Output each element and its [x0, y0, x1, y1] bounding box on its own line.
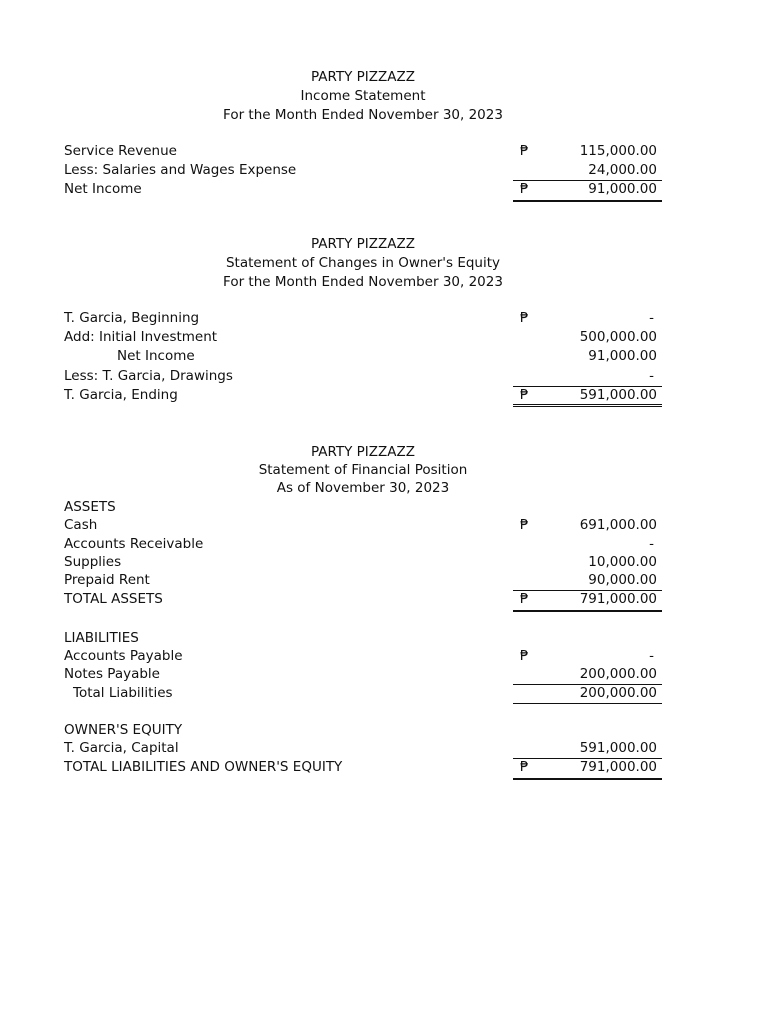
beginning-capital-amount: - — [649, 310, 654, 326]
service-revenue-row — [0, 142, 768, 161]
currency-symbol: ₱ — [520, 648, 529, 664]
equity-net-income-label: Net Income — [117, 348, 195, 364]
notes-payable-amount: 200,000.00 — [579, 666, 657, 682]
cash-label: Cash — [64, 517, 98, 533]
initial-investment-amount: 500,000.00 — [579, 329, 657, 345]
accounts-payable-label: Accounts Payable — [64, 648, 183, 664]
drawings-label: Less: T. Garcia, Drawings — [64, 368, 233, 384]
income-statement-title: Income Statement — [300, 88, 426, 104]
currency-symbol: ₱ — [520, 143, 529, 159]
salaries-expense-label: Less: Salaries and Wages Expense — [64, 162, 297, 178]
ending-capital-row — [0, 386, 768, 405]
supplies-label: Supplies — [64, 554, 122, 570]
position-statement-company: PARTY PIZZAZZ — [310, 444, 416, 460]
net-income-amount: 91,000.00 — [588, 181, 657, 197]
income-statement-period: For the Month Ended November 30, 2023 — [223, 107, 503, 123]
supplies-row — [0, 553, 768, 572]
total-liabilities-label: Total Liabilities — [73, 685, 173, 701]
currency-symbol: ₱ — [520, 759, 529, 775]
position-statement-period: As of November 30, 2023 — [276, 480, 450, 496]
service-revenue-amount: 115,000.00 — [579, 143, 657, 159]
salaries-expense-row — [0, 161, 768, 180]
total-liabilities-equity-row — [0, 758, 768, 777]
income-statement-company: PARTY PIZZAZZ — [310, 69, 416, 85]
net-income-row — [0, 180, 768, 199]
notes-payable-label: Notes Payable — [64, 666, 160, 682]
total-assets-amount: 791,000.00 — [579, 591, 657, 607]
cash-row — [0, 516, 768, 535]
supplies-amount: 10,000.00 — [588, 554, 657, 570]
assets-heading-row — [0, 498, 768, 517]
equity-net-income-row — [0, 347, 768, 366]
equity-statement-title: Statement of Changes in Owner's Equity — [225, 255, 501, 271]
equity-net-income-amount: 91,000.00 — [588, 348, 657, 364]
total-liabilities-row — [0, 684, 768, 703]
currency-symbol: ₱ — [520, 387, 529, 403]
position-statement-title: Statement of Financial Position — [258, 462, 468, 478]
prepaid-rent-row — [0, 571, 768, 590]
equity-heading: OWNER'S EQUITY — [64, 722, 183, 738]
accounts-receivable-row — [0, 535, 768, 554]
prepaid-rent-label: Prepaid Rent — [64, 572, 150, 588]
accounts-payable-amount: - — [649, 648, 654, 664]
total-liabilities-equity-label: TOTAL LIABILITIES AND OWNER'S EQUITY — [64, 759, 343, 775]
total-assets-label: TOTAL ASSETS — [64, 591, 163, 607]
equity-statement-company: PARTY PIZZAZZ — [310, 236, 416, 252]
beginning-capital-row — [0, 309, 768, 328]
service-revenue-label: Service Revenue — [64, 143, 177, 159]
liabilities-heading: LIABILITIES — [64, 630, 139, 646]
assets-heading: ASSETS — [64, 499, 116, 515]
beginning-capital-label: T. Garcia, Beginning — [64, 310, 200, 326]
equity-heading-row — [0, 721, 768, 740]
salaries-expense-amount: 24,000.00 — [588, 162, 657, 178]
cash-amount: 691,000.00 — [579, 517, 657, 533]
total-liabilities-amount: 200,000.00 — [579, 685, 657, 701]
accounts-receivable-label: Accounts Receivable — [64, 536, 204, 552]
capital-amount: 591,000.00 — [579, 740, 657, 756]
capital-row — [0, 739, 768, 758]
notes-payable-row — [0, 665, 768, 684]
currency-symbol: ₱ — [520, 591, 529, 607]
currency-symbol: ₱ — [520, 181, 529, 197]
net-income-label: Net Income — [64, 181, 142, 197]
currency-symbol: ₱ — [520, 310, 529, 326]
drawings-row — [0, 367, 768, 386]
accounts-payable-row — [0, 647, 768, 666]
prepaid-rent-amount: 90,000.00 — [588, 572, 657, 588]
initial-investment-row — [0, 328, 768, 347]
accounts-receivable-amount: - — [649, 536, 654, 552]
ending-capital-amount: 591,000.00 — [579, 387, 657, 403]
total-assets-row — [0, 590, 768, 609]
ending-capital-label: T. Garcia, Ending — [64, 387, 178, 403]
total-liabilities-equity-amount: 791,000.00 — [579, 759, 657, 775]
equity-statement-period: For the Month Ended November 30, 2023 — [223, 274, 503, 290]
capital-label: T. Garcia, Capital — [64, 740, 179, 756]
drawings-amount: - — [649, 368, 654, 384]
initial-investment-label: Add: Initial Investment — [64, 329, 218, 345]
currency-symbol: ₱ — [520, 517, 529, 533]
liabilities-heading-row — [0, 629, 768, 648]
